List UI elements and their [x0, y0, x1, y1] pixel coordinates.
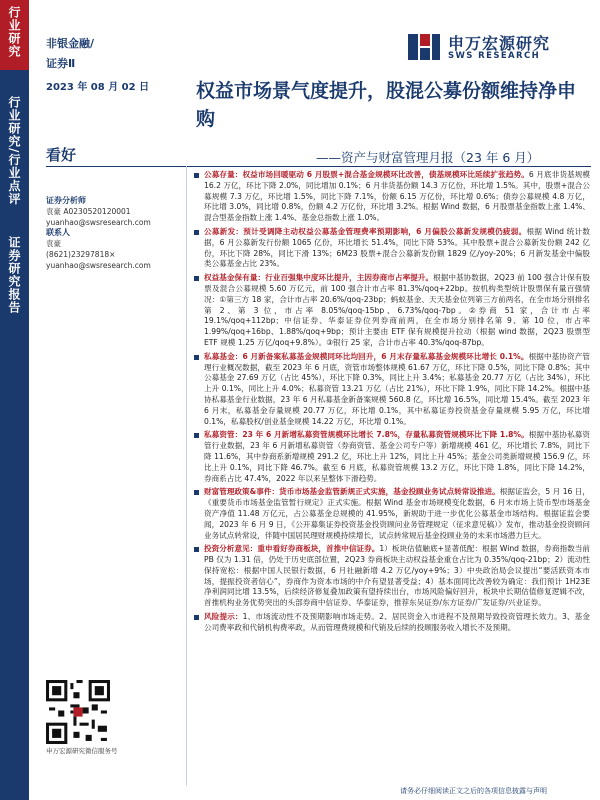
- report-title: 权益市场景气度提升，股混公募份额维持净申购: [196, 80, 577, 130]
- bullet-text: 根据中基协资产管理行业概况数据，截至 2023 年 6 月底，资管市场整体规模 61.67 万亿，环比下降 0.5%，同比下降 0.8%；其中公募基金 27.69 万亿（占比 45%），环比下降 0.3%，同比上升 3.4%；私募基金 20.77 万亿（占比 34%），环比上升 0.1%，同比上升 4.0%；私募资管 13.21 万亿（占比 21%），环比下降 1.9%，同比下降 14.2%。根据中基协私募基金行业数据，23 年 6 月私募基金新备案规模 560.8 亿，环比增 16.5%，同比增 15.4%。截至 2023 年 6 月末，私募基金存量规模 20.77 万亿，环比增 0.1%，其中私募证券投资基金存量规模 5.95 万亿，环比增 0.1%，私募股权/创业基金规模 14.22 万亿，环比增 0.1%。: [204, 351, 591, 426]
- report-date: 2023 年 08 月 02 日: [46, 82, 150, 93]
- bullet-item: [194, 430, 590, 484]
- bullet-text: 1、市场流动性不及预期影响市场走势。2、居民资金入市进程不及预期导致投资管理长效力。3、基金公司费率政和代销机构费率政，从而管理费规模和代销及后续的投顾服务收入增长不及预期。: [204, 612, 590, 632]
- sidebar-tab-industry-research: [0, 0, 29, 70]
- wechat-qr-code-icon: [46, 680, 110, 744]
- bullet-lead: 财富管理政策&事件：货币市场基金监管新规正式实施，基金投顾业务试点转常设推进。: [204, 487, 500, 497]
- logo-chinese-text: 申万宏源研究: [448, 34, 551, 53]
- sidebar-tab-bottom-label: 证券研究报告: [7, 236, 21, 314]
- bullet-item: [194, 612, 590, 634]
- bullet-text: 根据证监会，5 月 16 日，《重要货币市场基金监管暂行规定》正式实施。根据 Wind 基金市场规模变化数据，6 月末市场上货币型市场基金资产净值 11.48 万亿元，占公募基金总规模的 41.95%，新规助于进一步优化公募基金市场结构。根据证监会要闻，2023 年 6 月 9 日，《公开募集证券投资基金投资顾问业务管理规定（征求意见稿）》发布，推动基金投资顾问业务试点转常设，伴随中国居民理财规模持续增长，试点转常规后基金投顾业务的未来市场潜力巨大。: [204, 487, 590, 540]
- qr-code-caption: 申万宏源研究微信服务号: [46, 747, 118, 755]
- bullet-text: 根据中基协私募资管行业数据，23 年 6 月新增私募资管（券商资管、基金公司专户等）新增规模 461 亿，环比增长 7.8%，同比下降 11.6%，其中券商系新增规模 291.2 亿，环比上升 12%，同比上升 45%；基金公司类新增规模 156.9 亿，环比上升 0.1%，同比下降 46.7%。截至 6 月底，私募资管规模 13.2 万亿，环比下降 1.8%，同比下降 14.2%，券商系占比 47.4%，2022 年以来呈整体下滑趋势。: [204, 430, 591, 483]
- bullet-lead: 公募存量：权益市场回暖驱动 6 月股票+混合基金规模环比改善，债基规模环比延续扩张趋势。: [204, 170, 529, 179]
- header-divider: [46, 166, 591, 167]
- bullet-text: 根据 Wind 统计数据，6 月公募新发行份额 1065 亿份，环比增长 51.4%，同比下降 53%。其中股票+混合公募新发份额 242 亿份，环比下降 28%，同比下滑 13%；6M23 股票+混合公募新发份额 1829 亿/yoy-20%；6 月新发基金中偏股类公募基金占比 23%。: [204, 226, 590, 269]
- analyst-email: yuanhao@swsresearch.com: [46, 217, 151, 227]
- bullet-item: [194, 544, 590, 609]
- bullet-lead: 私募基金：6 月新备案私募基金规模同环比均回升，6 月末存量私募基金规模环比增长 0.1%。: [204, 351, 529, 361]
- sidebar-tab-securities-report: [0, 236, 29, 346]
- bullet-lead: 权益基金保有量：行业百强集中度环比提升，主因券商市占率提升。: [204, 273, 434, 283]
- bullet-item: [194, 352, 590, 428]
- sector-label: [46, 34, 94, 74]
- contact-heading: 联系人: [46, 228, 70, 238]
- contact-phone: (8621)23297818×: [46, 249, 116, 259]
- summary-bullets: [194, 170, 590, 637]
- bullet-item: [194, 227, 590, 270]
- report-subtitle: ——资产与财富管理月报（23 年 6 月）: [316, 150, 540, 165]
- logo-english-text: SWS RESEARCH: [448, 51, 541, 61]
- sidebar-tab-top-label: 行业研究: [7, 6, 21, 58]
- bullet-text: 1）板块估值触底+显著低配：根据 Wind 数据，券商指数当前 PB 仅为 1.31 倍，仍处于历史底部位置，2Q23 券商板块主动权益基金重仓占比为 0.35%/qoq-21bp；2）流动性保持宽松：根据中国人民银行数据，6 月社融新增 4.2 万亿/yoy+9%；3）中央政治局会议提出“要活跃资本市场，提振投资者信心”，券商作为资本市场的中介有望显著受益；4）基本面同比改善较为确定：我们预计 1H23E 净利润同比增 13.5%，后续经济修复叠加政策有望持续出台，市场风险偏好回升，板块中长期估值修复逻辑不改，首推机构业务优势突出的头部券商中信证券、华泰证券，推荐东吴证券/东方证券/广发证券/兴业证券。: [204, 544, 591, 608]
- analyst-info: [46, 196, 186, 272]
- bullet-item: [194, 273, 590, 349]
- bullet-item: [194, 170, 590, 224]
- bullet-text: 6 月底非货基规模 16.2 万亿，环比下降 2.0%，同比增加 0.1%；6 月非货基份额 14.3 万亿份，环比增 1.5%。其中，股票+混合公募规模 7.3 万亿，环比增 1.5%，同比下降 7.1%，份额 6.15 万亿份，环比增 0.6%；债券公募规模 4.8 万亿，环比增 3.0%，同比增 0.8%，份额 4.2 万亿份，环比增 3.2%。根据 Wind 数据，6 月股票基金指数上涨 1.4%、混合型基金指数上涨 1.4%、基金总指数上涨 1.0%。: [204, 170, 590, 223]
- analyst-heading: 证券分析师: [46, 196, 86, 205]
- column-divider: [186, 166, 187, 786]
- bullet-lead: 公募新发：预计受调降主动权益公募基金管理费率预期影响，6 月偏股公募新发规模仍疲弱。: [204, 226, 527, 236]
- bullet-text: 根据中基协数据，2Q23 前 100 强合计保有股票及混合公募规模 5.60 万亿元，前 100 强合计市占率 81.3%/qoq+22bp。按机构类型统计股票保有量百强情况：①第三方 18 家，合计市占率 20.6%/qoq-23bp；蚂蚁基金、天天基金位列第三方前两名，在全市场分别排名第 2、第 3 位，市占率 8.05%/qoq-15bp、6.73%/qoq-7bp。②券商 51 家，合计市占率 19.1%/qoq+112bp；中信证券、华泰证券位列券商前两，在全市场分别排名第 9、第 10 位，市占率 1.99%/qoq+16bp、1.88%/qoq+9bp；预计主要由 ETF 保有规模提升拉动（根据 wind 数据，2Q23 股票型 ETF 规模 1.25 万亿/qoq+9.8%）。③银行 25 家，合计市占率 40.3%/qoq-87bp。: [204, 273, 590, 347]
- sector-line-1: 非银金融/: [46, 37, 95, 50]
- footer-disclaimer: 请务必仔细阅读正文之后的各项信息披露与声明: [400, 787, 547, 795]
- analyst-name: 袁豪 A0230520120001: [46, 206, 131, 216]
- sector-line-2: 证券Ⅱ: [46, 57, 76, 70]
- sidebar-tab-middle-label: 行业研究/行业点评: [7, 96, 21, 206]
- bullet-lead: 私募资管：23 年 6 月新增私募资管规模环比增长 7.8%，存量私募资管规模环比下降 1.8%。: [204, 430, 529, 440]
- rating-label: 看好: [46, 146, 77, 164]
- contact-name: 袁豪: [46, 239, 61, 249]
- bullet-lead: 风险提示：: [204, 612, 243, 622]
- contact-email: yuanhao@swsresearch.com: [46, 260, 151, 270]
- company-logo: [406, 30, 566, 64]
- bullet-lead: 投资分析意见：重申看好券商板块，首推中信证券。: [204, 544, 380, 554]
- logo-mark-icon: [406, 30, 442, 64]
- bullet-item: [194, 487, 590, 541]
